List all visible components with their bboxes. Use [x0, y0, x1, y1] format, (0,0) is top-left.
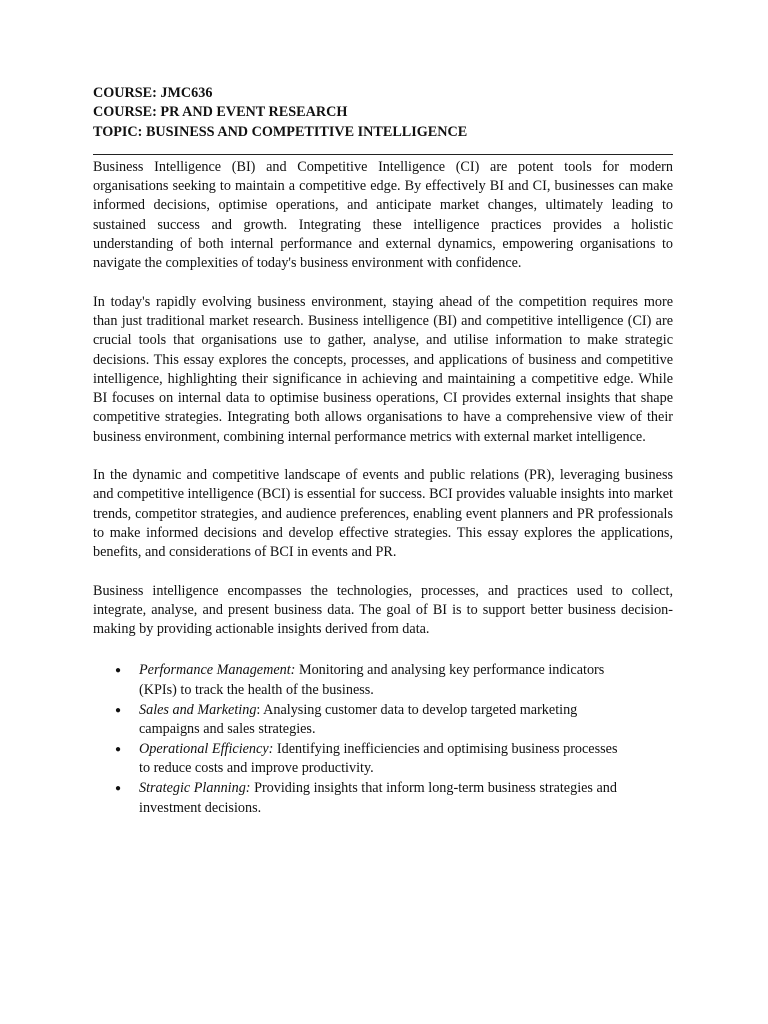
bullet-text: Identifying inefficiencies and optimising business processes to reduce costs and improve productivity.	[139, 740, 618, 777]
list-item	[93, 661, 619, 700]
paragraph-context: In today's rapidly evolving business environment, staying ahead of the competition requires more than just traditional market research. Business intelligence (BI) and competitive intelligence (CI) are crucial tools that organisations use to gather, analyse, and utilise information to make strategic decisions. This essay explores the concepts, processes, and applications of business and competitive intelligence, highlighting their significance in achieving and maintaining a competitive edge. While BI focuses on internal data to optimise business operations, CI provides external insights that shape competitive strategies. Integrating both allows organisations to have a comprehensive view of their business environment, combining internal performance metrics with external market intelligence.	[93, 293, 673, 445]
bullet-term: Strategic Planning:	[139, 779, 251, 796]
topic-heading: TOPIC: BUSINESS AND COMPETITIVE INTELLIGENCE	[93, 123, 468, 140]
bullet-text: Providing insights that inform long-term business strategies and investment decisions.	[139, 779, 617, 816]
bullet-term: Sales and Marketing	[139, 701, 257, 718]
course-name: COURSE: PR AND EVENT RESEARCH	[93, 104, 348, 121]
bi-uses-list	[93, 661, 673, 818]
bullet-text: Monitoring and analysing key performance indicators (KPIs) to track the health of the business.	[139, 662, 605, 699]
list-item	[93, 779, 619, 818]
paragraph-bi-definition: Business intelligence encompasses the technologies, processes, and practices used to collect, integrate, analyse, and present business data. The goal of BI is to support better business decision-making by providing actionable insights derived from data.	[93, 582, 673, 638]
document-page	[93, 84, 673, 818]
course-code: COURSE: JMC636	[93, 85, 213, 101]
list-item	[93, 701, 619, 740]
bullet-term: Operational Efficiency:	[139, 740, 274, 757]
paragraph-intro: Business Intelligence (BI) and Competitive Intelligence (CI) are potent tools for modern organisations seeking to maintain a competitive edge. By effectively BI and CI, businesses can make informed decisions, optimise operations, and anticipate market changes, ultimately leading to sustained success and growth. Integrating these intelligence practices provides a holistic understanding of both internal performance and external dynamics, empowering organisations to navigate the complexities of today's business environment with confidence.	[93, 158, 673, 272]
paragraph-events-pr: In the dynamic and competitive landscape of events and public relations (PR), leveraging business and competitive intelligence (BCI) is essential for success. BCI provides valuable insights into market trends, competitor strategies, and audience preferences, enabling event planners and PR professionals to make informed decisions and develop effective strategies. This essay explores the applications, benefits, and considerations of BCI in events and PR.	[93, 467, 673, 561]
bullet-text: : Analysing customer data to develop targeted marketing campaigns and sales strategies.	[139, 701, 578, 738]
list-item	[93, 740, 619, 779]
header-divider	[93, 154, 673, 155]
bullet-term: Performance Management:	[139, 662, 296, 679]
